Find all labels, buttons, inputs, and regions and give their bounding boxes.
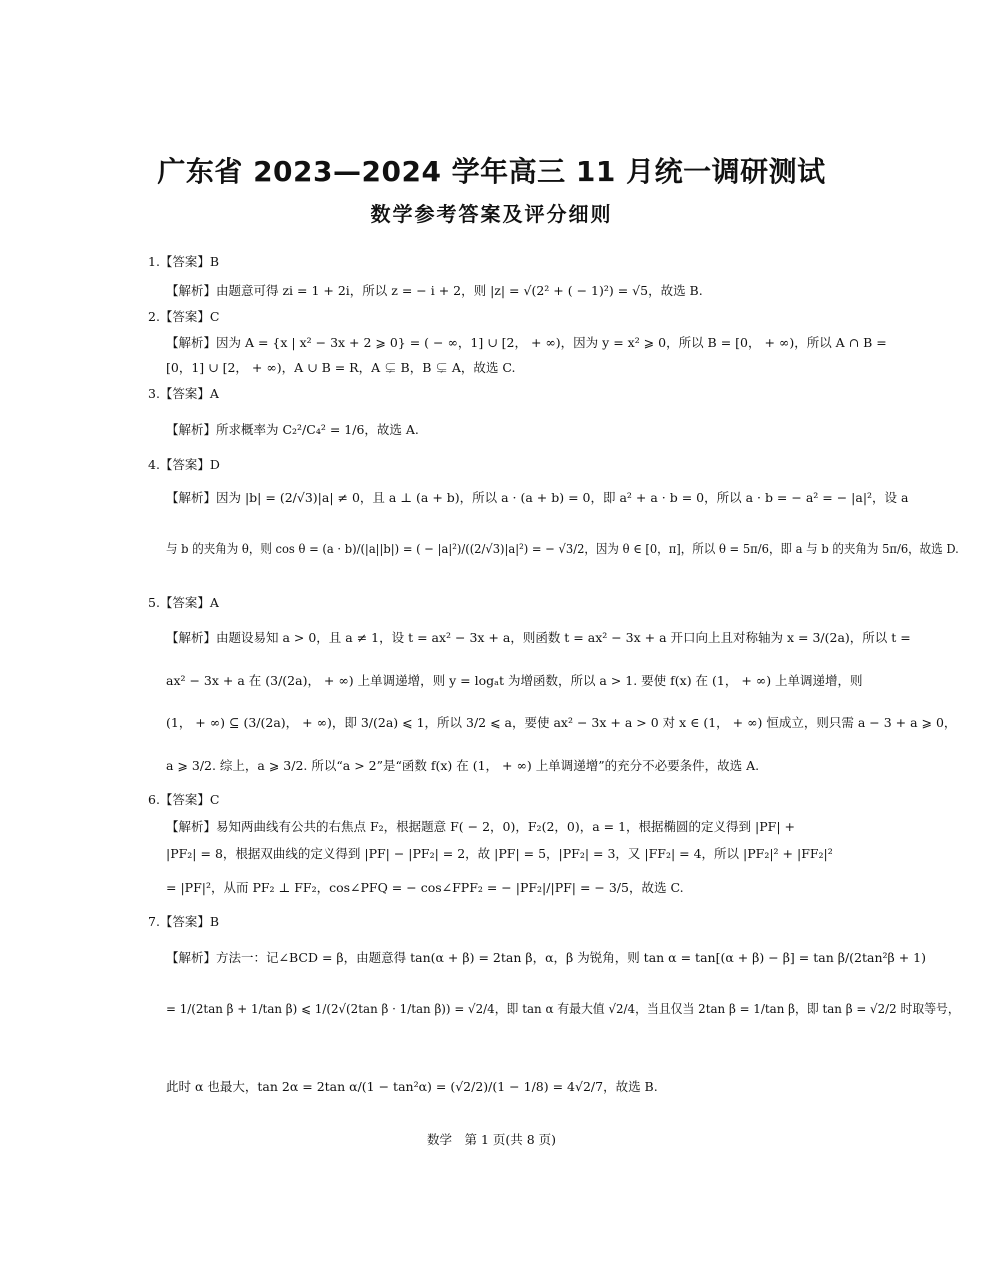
explanation-3-line-1: 【解析】所求概率为 C₂²/C₄² = 1/6，故选 A. [166, 422, 419, 437]
explanation-7-line-2: = 1/(2tan β + 1/tan β) ⩽ 1/(2√(2tan β · 1/tan β)) = √2/4，即 tan α 有最大值 √2/4，当且仅当 2tan β = 1/tan β，即 tan β = √2/2 时取等号， [166, 1001, 960, 1016]
explanation-5-line-1: 【解析】由题设易知 a > 0，且 a ≠ 1，设 t = ax² − 3x + a，则函数 t = ax² − 3x + a 开口向上且对称轴为 x = 3/(2a)，所以 t = [166, 630, 911, 645]
answer-6: 6.【答案】C [148, 792, 220, 807]
page-title: 广东省 2023—2024 学年高三 11 月统一调研测试 [157, 155, 826, 188]
explanation-5-line-2: ax² − 3x + a 在 (3/(2a)， + ∞) 上单调递增，则 y = logₐt 为增函数，所以 a > 1. 要使 f(x) 在 (1， + ∞) 上单调递增，则 [166, 673, 863, 688]
explanation-7-line-1: 【解析】方法一：记∠BCD = β，由题意得 tan(α + β) = 2tan β，α，β 为锐角，则 tan α = tan[(α + β) − β] = tan β/(2tan²β + 1) [166, 950, 927, 965]
explanation-6-line-2: |PF₂| = 8，根据双曲线的定义得到 |PF| − |PF₂| = 2，故 |PF| = 5，|PF₂| = 3，又 |FF₂| = 4，所以 |PF₂|² + |FF₂|² [166, 846, 833, 861]
explanation-2-line-2: [0，1] ∪ [2， + ∞)，A ∪ B = R，A ⊊ B，B ⊊ A，故选 C. [166, 360, 516, 375]
answer-5: 5.【答案】A [148, 595, 219, 610]
answer-3: 3.【答案】A [148, 386, 219, 401]
explanation-5-line-3: (1， + ∞) ⊆ (3/(2a)， + ∞)，即 3/(2a) ⩽ 1，所以 3/2 ⩽ a，要使 ax² − 3x + a > 0 对 x ∈ (1， + ∞) 恒成立，则只需 a − 3 + a ⩾ 0， [166, 715, 957, 730]
explanation-1-line-1: 【解析】由题意可得 zi = 1 + 2i，所以 z = − i + 2，则 |z| = √(2² + ( − 1)²) = √5，故选 B. [166, 283, 703, 298]
page-footer: 数学 第 1 页(共 8 页) [426, 1132, 557, 1147]
explanation-4-line-2: 与 b 的夹角为 θ，则 cos θ = (a · b)/(|a||b|) = ( − |a|²)/((2/√3)|a|²) = − √3/2，因为 θ ∈ [0，π]，所以 θ = 5π/6，即 a 与 b 的夹角为 5π/6，故选 D. [166, 541, 959, 556]
answer-4: 4.【答案】D [148, 457, 220, 472]
answer-1: 1.【答案】B [148, 254, 220, 269]
explanation-6-line-1: 【解析】易知两曲线有公共的右焦点 F₂，根据题意 F( − 2，0)，F₂(2，0)，a = 1，根据椭圆的定义得到 |PF| + [166, 819, 795, 834]
explanation-5-line-4: a ⩾ 3/2. 综上，a ⩾ 3/2. 所以“a > 2”是“函数 f(x) 在 (1， + ∞) 上单调递增”的充分不必要条件，故选 A. [166, 758, 760, 773]
explanation-2-line-1: 【解析】因为 A = {x | x² − 3x + 2 ⩾ 0} = ( − ∞，1] ∪ [2， + ∞)，因为 y = x² ⩾ 0，所以 B = [0， + ∞)，所以 A ∩ B = [166, 335, 887, 350]
answer-7: 7.【答案】B [148, 914, 220, 929]
explanation-7-line-3: 此时 α 也最大，tan 2α = 2tan α/(1 − tan²α) = (√2/2)/(1 − 1/8) = 4√2/7，故选 B. [166, 1079, 658, 1094]
explanation-4-line-1: 【解析】因为 |b| = (2/√3)|a| ≠ 0，且 a ⊥ (a + b)，所以 a · (a + b) = 0，即 a² + a · b = 0，所以 a · b = − a² = − |a|²，设 a [166, 490, 909, 505]
answer-2: 2.【答案】C [148, 309, 220, 324]
page-subtitle: 数学参考答案及评分细则 [370, 202, 613, 226]
explanation-6-line-3: = |PF|²，从而 PF₂ ⊥ FF₂，cos∠PFQ = − cos∠FPF₂ = − |PF₂|/|PF| = − 3/5，故选 C. [166, 880, 684, 895]
